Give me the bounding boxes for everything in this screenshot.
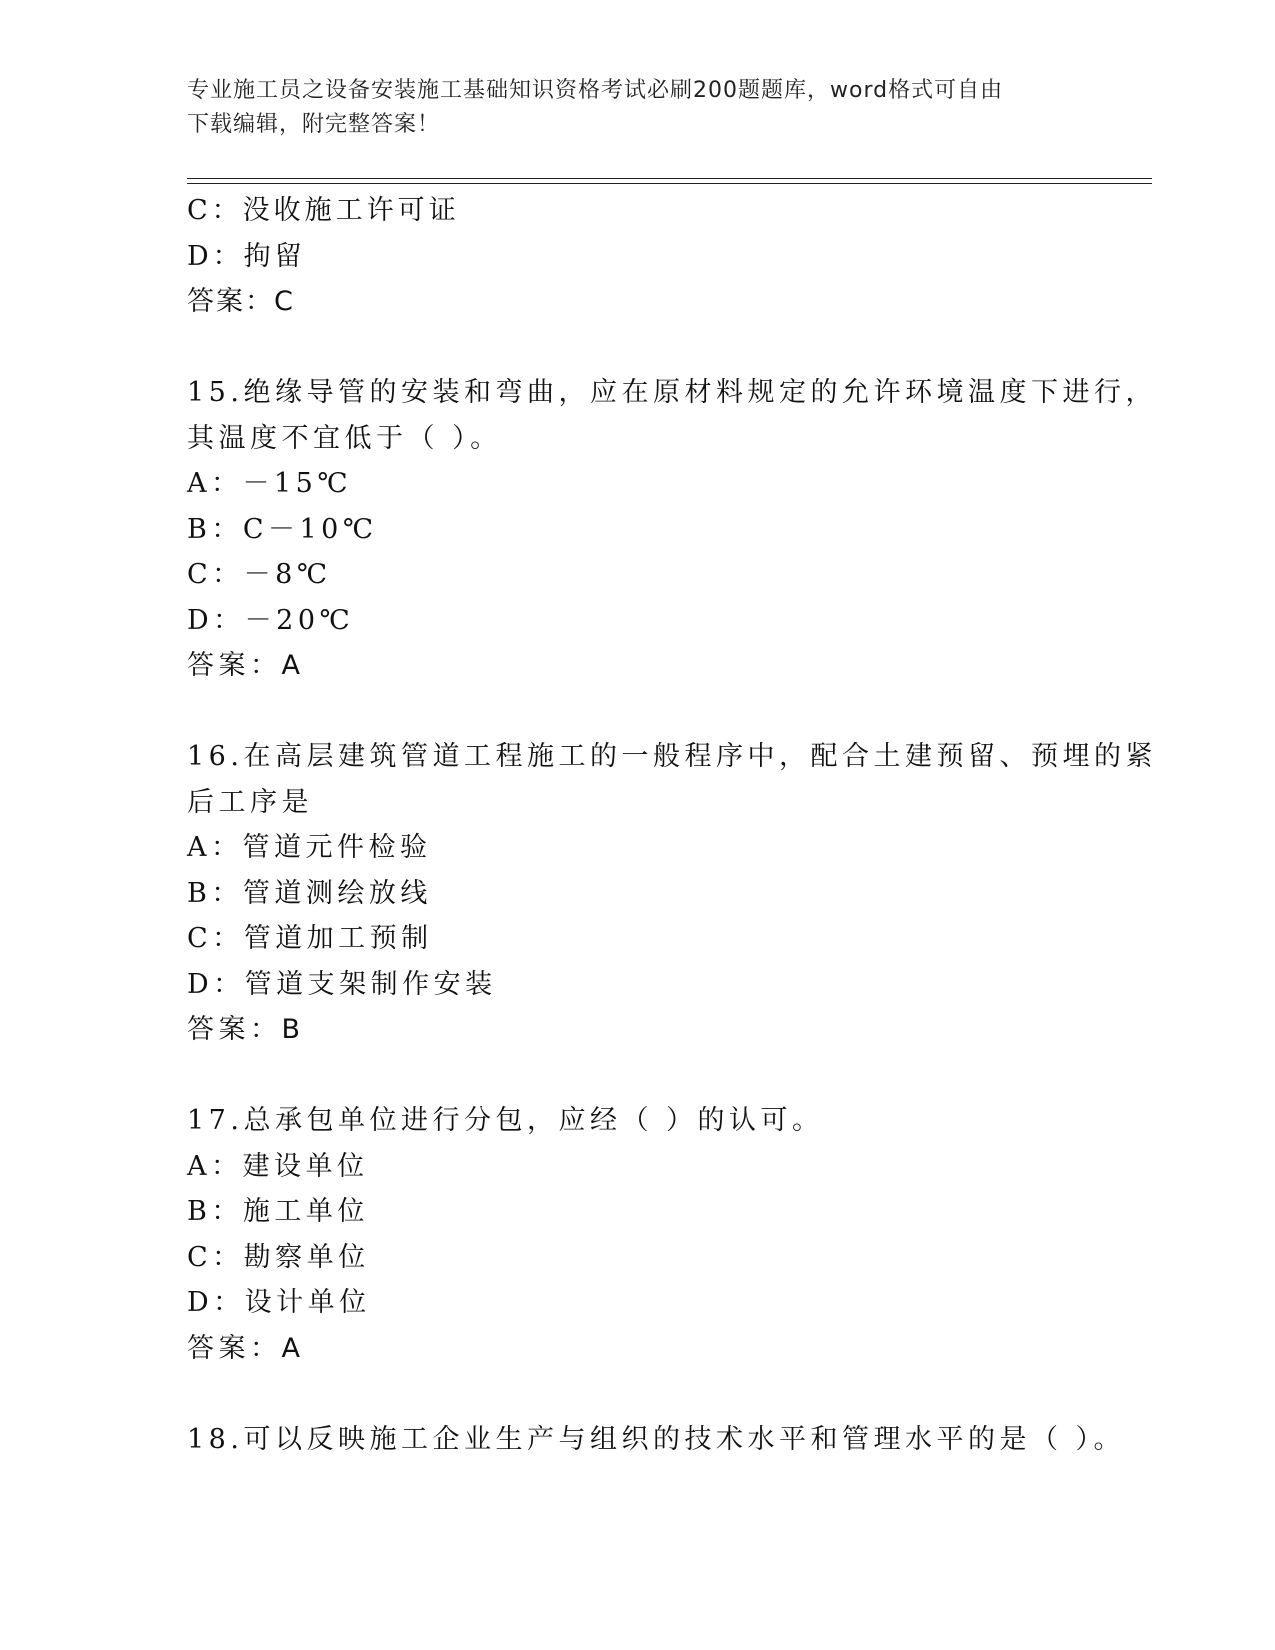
question-text-line-1: 16.在高层建筑管道工程施工的一般程序中，配合土建预留、预埋的紧: [187, 741, 1157, 772]
header-divider-bottom: [187, 183, 1152, 184]
question-list: [187, 188, 1157, 1462]
answer: 答案：B: [187, 1014, 305, 1045]
spacer: [187, 325, 1147, 371]
question-text-line-2: 其温度不宜低于（ ）。: [187, 422, 502, 454]
option-c: C：－8℃: [187, 559, 332, 590]
spacer: [187, 1371, 1147, 1417]
question-text-line-2: 后工序是: [187, 786, 313, 818]
header-line-1: 专业施工员之设备安装施工基础知识资格考试必刷200题题库，word格式可自由: [187, 78, 1004, 103]
spacer: [187, 689, 1147, 735]
question-text-line-1: 15.绝缘导管的安装和弯曲，应在原材料规定的允许环境温度下进行，: [187, 377, 1157, 408]
question-block-16: [187, 734, 1157, 1053]
option-b: B：管道测绘放线: [187, 877, 432, 909]
spacer: [187, 1053, 1147, 1099]
answer: 答案：A: [187, 1332, 305, 1364]
answer: 答案：A: [187, 650, 305, 681]
question-block-14: [187, 188, 1147, 325]
option-d: D：设计单位: [187, 1287, 371, 1318]
question-text-line-1: 18.可以反映施工企业生产与组织的技术水平和管理水平的是（ ）。: [187, 1423, 1126, 1455]
option-a: A：建设单位: [187, 1150, 369, 1182]
option-a: A：管道元件检验: [187, 832, 432, 863]
question-text-line-1: 17.总承包单位进行分包，应经（ ）的认可。: [187, 1105, 824, 1136]
answer: 答案：C: [187, 286, 295, 317]
question-block-15: [187, 370, 1157, 689]
question-block-17: [187, 1098, 1147, 1371]
option-b: B：C－10℃: [187, 513, 378, 545]
option-d: D：管道支架制作安装: [187, 968, 497, 1000]
question-block-18: [187, 1417, 1147, 1463]
option-d: D：－20℃: [187, 604, 355, 636]
option-c: C：没收施工许可证: [187, 195, 460, 226]
option-b: B：施工单位: [187, 1196, 369, 1227]
header-divider-top: [187, 178, 1152, 179]
option-a: A：－15℃: [187, 468, 353, 499]
header-line-2: 下载编辑，附完整答案！: [187, 112, 441, 137]
document-header: [187, 74, 1067, 142]
option-c: C：管道加工预制: [187, 923, 433, 954]
option-c: C：勘察单位: [187, 1241, 370, 1273]
option-d: D：拘留: [187, 240, 306, 272]
